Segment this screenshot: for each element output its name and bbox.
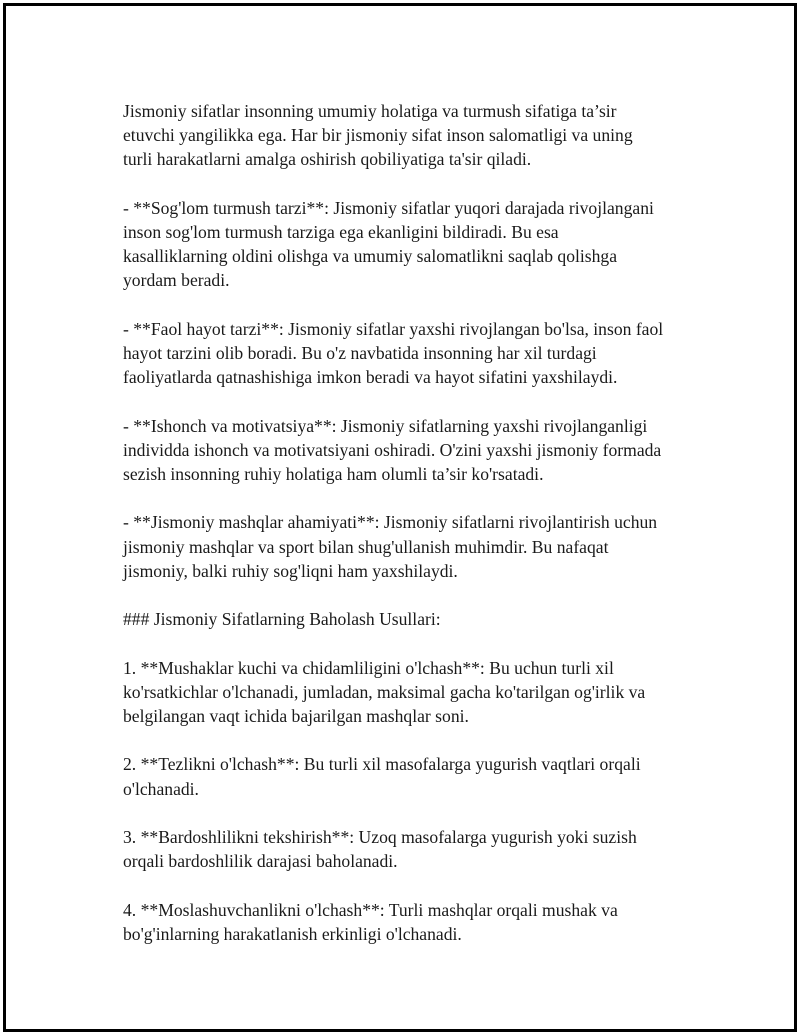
section-heading: ### Jismoniy Sifatlarning Baholash Usullari: — [123, 609, 441, 630]
list-item-speed: 2. **Tezlikni o'lchash**: Bu turli xil masofalarga yugurish vaqtlari orqali o'lchanadi. — [123, 754, 641, 799]
intro-paragraph: Jismoniy sifatlar insonning umumiy holatiga va turmush sifatiga ta’sir etuvchi yangilikka ega. Har bir jismoniy sifat inson salomatligi va uning turli harakatlarni amalga oshirish qobiliyatiga ta'sir qiladi. — [123, 101, 633, 170]
list-item-strength: 1. **Mushaklar kuchi va chidamliligini o'lchash**: Bu uchun turli xil ko'rsatkichlar o'lchanadi, jumladan, maksimal gacha ko'tarilgan og'irlik va belgilangan vaqt ichida bajarilgan mashqlar soni. — [123, 657, 646, 726]
list-item-flexibility: 4. **Moslashuvchanlikni o'lchash**: Turli mashqlar orqali mushak va bo'g'inlarning harakatlanish erkinligi o'lchanadi. — [123, 899, 618, 944]
list-item-endurance: 3. **Bardoshlilikni tekshirish**: Uzoq masofalarga yugurish yoki suzish orqali bardoshlilik darajasi baholanadi. — [123, 826, 637, 872]
bullet-healthy-lifestyle: - **Sog'lom turmush tarzi**: Jismoniy sifatlar yuqori darajada rivojlangani inson sog'lom turmush tarziga ega ekanligini bildiradi. Bu esa kasalliklarning oldini olishga va umumiy salomatlikni saqlab qolishga yordam beradi. — [123, 197, 654, 291]
document-body — [123, 99, 703, 946]
bullet-confidence-motivation: - **Ishonch va motivatsiya**: Jismoniy sifatlarning yaxshi rivojlanganligi individda ishonch va motivatsiyani oshiradi. O'zini yaxshi jismoniy formada sezish insonning ruhiy holatiga ham olumli ta’sir ko'rsatadi. — [123, 415, 662, 484]
page-frame — [3, 3, 797, 1032]
bullet-exercise-importance: - **Jismoniy mashqlar ahamiyati**: Jismoniy sifatlarni rivojlantirish uchun jismoniy mashqlar va sport bilan shug'ullanish muhimdir. Bu nafaqat jismoniy, balki ruhiy sog'liqni ham yaxshilaydi. — [123, 512, 658, 581]
bullet-active-lifestyle: - **Faol hayot tarzi**: Jismoniy sifatlar yaxshi rivojlangan bo'lsa, inson faol hayot tarzini olib boradi. Bu o'z navbatida insonning har xil turdagi faoliyatlarda qatnashishiga imkon beradi va hayot sifatini yaxshilaydi. — [123, 318, 664, 388]
